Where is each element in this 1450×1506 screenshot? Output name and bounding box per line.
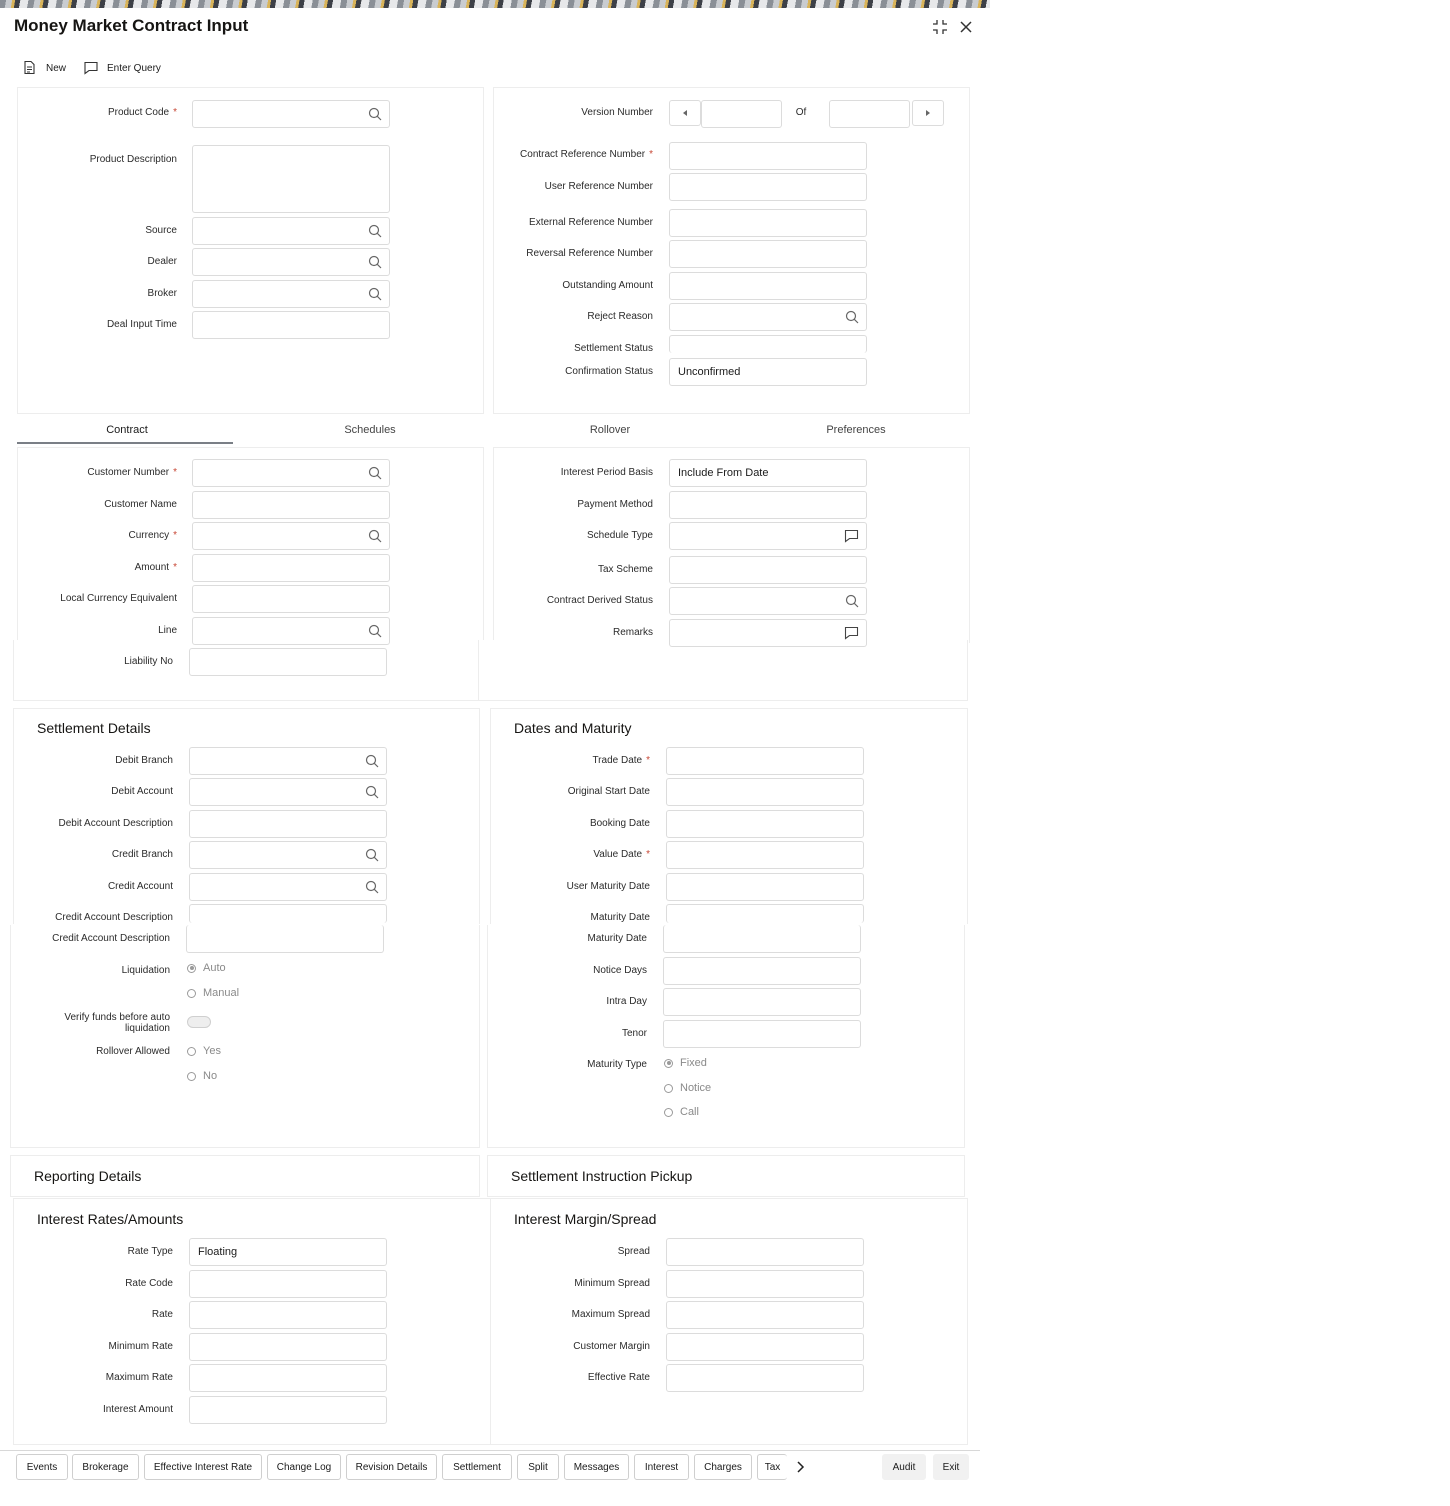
local-currency-equivalent-label: Local Currency Equivalent xyxy=(60,593,177,604)
settlement-details-lower-panel xyxy=(10,925,480,1148)
debit-account-label: Debit Account xyxy=(111,786,173,797)
search-icon[interactable] xyxy=(365,785,379,799)
trade-date-label: Trade Date * xyxy=(592,755,650,766)
tab-preferences[interactable]: Preferences xyxy=(826,424,886,436)
settlement-status-input[interactable] xyxy=(669,335,867,353)
minimum-spread-label: Minimum Spread xyxy=(574,1278,650,1289)
maturity-date-label: Maturity Date xyxy=(587,933,647,944)
source-label: Source xyxy=(145,225,177,236)
interest-rates-title: Interest Rates/Amounts xyxy=(37,1211,184,1227)
maximize-icon[interactable] xyxy=(931,18,951,38)
customer-name-input[interactable] xyxy=(192,491,390,519)
rate-type-select[interactable] xyxy=(189,1238,387,1266)
credit-account-description-label-cut: Credit Account Description xyxy=(55,912,173,923)
settlement-button[interactable]: Settlement xyxy=(442,1454,512,1480)
settlement-status-label: Settlement Status xyxy=(574,343,653,354)
split-button[interactable]: Split xyxy=(517,1454,559,1480)
dealer-label: Dealer xyxy=(147,256,177,267)
external-reference-number-label: External Reference Number xyxy=(529,217,653,228)
value-date-label: Value Date * xyxy=(593,849,650,860)
customer-margin-label: Customer Margin xyxy=(573,1341,650,1352)
remarks-input[interactable] xyxy=(669,619,867,647)
liquidation-auto-radio[interactable]: Auto xyxy=(187,962,226,974)
new-button[interactable] xyxy=(22,58,66,78)
booking-date-input[interactable] xyxy=(666,810,864,838)
contract-reference-number-input[interactable] xyxy=(669,142,867,170)
intra-day-input[interactable] xyxy=(663,988,861,1016)
liquidation-manual-radio[interactable]: Manual xyxy=(187,987,239,999)
rate-type-value: Floating xyxy=(198,1246,238,1258)
contract-reference-number-label: Contract Reference Number * xyxy=(520,149,653,160)
user-maturity-date-label: User Maturity Date xyxy=(566,881,650,892)
dates-maturity-title: Dates and Maturity xyxy=(514,720,632,736)
charges-button[interactable]: Charges xyxy=(694,1454,752,1480)
search-icon[interactable] xyxy=(365,880,379,894)
settlement-instruction-title: Settlement Instruction Pickup xyxy=(511,1168,693,1184)
line-label: Line xyxy=(158,625,177,636)
reject-reason-input[interactable] xyxy=(669,303,867,331)
radio-icon xyxy=(187,1047,196,1056)
remarks-label: Remarks xyxy=(612,627,653,638)
effective-rate-input[interactable] xyxy=(666,1364,864,1392)
contract-derived-status-input[interactable] xyxy=(669,587,867,615)
search-icon[interactable] xyxy=(368,255,382,269)
amount-input[interactable] xyxy=(192,554,390,582)
source-input[interactable] xyxy=(192,217,390,245)
tax-scheme-label: Tax Scheme xyxy=(597,564,653,575)
brokerage-button[interactable]: Brokerage xyxy=(72,1454,139,1480)
product-code-input[interactable] xyxy=(192,100,390,128)
liquidation-label: Liquidation xyxy=(121,965,170,976)
tab-rollover[interactable]: Rollover xyxy=(589,424,631,436)
debit-account-description-input[interactable] xyxy=(189,810,387,838)
customer-name-label: Customer Name xyxy=(104,499,177,510)
user-reference-number-label: User Reference Number xyxy=(544,181,653,192)
settlement-details-title: Settlement Details xyxy=(37,720,151,736)
close-icon[interactable] xyxy=(957,18,977,38)
product-description-textarea[interactable] xyxy=(192,145,390,213)
radio-icon xyxy=(187,1072,196,1081)
events-button[interactable]: Events xyxy=(16,1454,68,1480)
credit-account-label: Credit Account xyxy=(107,881,173,892)
comment-icon[interactable] xyxy=(844,529,859,543)
credit-account-description-input-cut[interactable] xyxy=(189,904,387,923)
minimum-spread-input[interactable] xyxy=(666,1270,864,1298)
payment-method-select[interactable] xyxy=(669,491,867,519)
customer-number-label: Customer Number * xyxy=(87,467,177,478)
rollover-yes-radio[interactable]: Yes xyxy=(187,1045,221,1057)
maturity-type-notice-radio[interactable]: Notice xyxy=(664,1082,711,1094)
version-number-input[interactable] xyxy=(701,100,782,128)
exit-button[interactable]: Exit xyxy=(933,1454,969,1480)
value-date-input[interactable] xyxy=(666,841,864,869)
local-currency-equivalent-input[interactable] xyxy=(192,585,390,613)
caret-left-icon xyxy=(681,109,689,117)
search-icon[interactable] xyxy=(368,624,382,638)
user-maturity-date-input[interactable] xyxy=(666,873,864,901)
broker-input[interactable] xyxy=(192,280,390,308)
window-banner xyxy=(0,0,990,8)
enter-query-button[interactable] xyxy=(83,58,161,78)
maximum-rate-input[interactable] xyxy=(189,1364,387,1392)
deal-input-time-label: Deal Input Time xyxy=(106,319,177,330)
booking-date-label: Booking Date xyxy=(589,818,650,829)
enter-query-label: Enter Query xyxy=(107,62,161,74)
tab-schedules[interactable]: Schedules xyxy=(344,424,396,436)
comment-icon xyxy=(83,60,99,76)
intra-day-label: Intra Day xyxy=(606,996,647,1007)
rate-code-input[interactable] xyxy=(189,1270,387,1298)
maturity-date-input-cut[interactable] xyxy=(666,904,864,923)
dealer-input[interactable] xyxy=(192,248,390,276)
total-versions-input[interactable] xyxy=(829,100,910,128)
reject-reason-label: Reject Reason xyxy=(587,311,653,322)
liability-no-input[interactable] xyxy=(189,648,387,676)
search-icon[interactable] xyxy=(368,466,382,480)
audit-button[interactable]: Audit xyxy=(882,1454,926,1480)
maturity-date-label-cut: Maturity Date xyxy=(590,912,650,923)
interest-amount-input[interactable] xyxy=(189,1396,387,1424)
interest-period-basis-label: Interest Period Basis xyxy=(560,467,653,478)
confirmation-status-value: Unconfirmed xyxy=(678,366,741,378)
minimum-rate-label: Minimum Rate xyxy=(108,1341,173,1352)
radio-icon xyxy=(664,1084,673,1093)
tab-contract-underline xyxy=(17,442,233,444)
rollover-allowed-label: Rollover Allowed xyxy=(96,1046,170,1057)
search-icon[interactable] xyxy=(368,107,382,121)
customer-margin-input[interactable] xyxy=(666,1333,864,1361)
search-icon[interactable] xyxy=(368,224,382,238)
product-code-label: Product Code * xyxy=(107,107,177,118)
liability-right-panel xyxy=(478,640,968,701)
contract-derived-status-label: Contract Derived Status xyxy=(546,595,653,606)
rollover-no-radio[interactable]: No xyxy=(187,1070,217,1082)
change-log-button[interactable]: Change Log xyxy=(267,1454,341,1480)
reporting-details-title: Reporting Details xyxy=(34,1168,142,1184)
maximum-spread-label: Maximum Spread xyxy=(571,1309,650,1320)
broker-label: Broker xyxy=(147,288,177,299)
caret-right-icon xyxy=(924,109,932,117)
notice-days-input[interactable] xyxy=(663,957,861,985)
interest-margin-title: Interest Margin/Spread xyxy=(514,1211,657,1227)
search-icon[interactable] xyxy=(365,754,379,768)
outstanding-amount-label: Outstanding Amount xyxy=(562,280,653,291)
radio-icon xyxy=(187,989,196,998)
original-start-date-input[interactable] xyxy=(666,778,864,806)
radio-selected-icon xyxy=(187,964,196,973)
currency-label: Currency * xyxy=(128,530,177,541)
maturity-type-call-radio[interactable]: Call xyxy=(664,1106,699,1118)
user-reference-number-input[interactable] xyxy=(669,173,867,201)
search-icon[interactable] xyxy=(845,594,859,608)
radio-selected-icon xyxy=(664,1059,673,1068)
search-icon[interactable] xyxy=(368,529,382,543)
confirmation-status-input[interactable] xyxy=(669,358,867,386)
rate-type-label: Rate Type xyxy=(127,1246,173,1257)
maturity-type-fixed-radio[interactable]: Fixed xyxy=(664,1057,707,1069)
product-description-label: Product Description xyxy=(89,154,177,165)
payment-method-label: Payment Method xyxy=(577,499,653,510)
interest-period-basis-value: Include From Date xyxy=(678,467,769,479)
new-label: New xyxy=(46,62,67,74)
debit-branch-label: Debit Branch xyxy=(115,755,173,766)
tab-contract[interactable]: Contract xyxy=(106,424,148,436)
external-reference-number-input[interactable] xyxy=(669,209,867,237)
rate-label: Rate xyxy=(151,1309,173,1320)
credit-branch-input[interactable] xyxy=(189,841,387,869)
debit-account-input[interactable] xyxy=(189,778,387,806)
liability-no-label: Liability No xyxy=(124,656,173,667)
interest-period-basis-select[interactable] xyxy=(669,459,867,487)
tenor-input[interactable] xyxy=(663,1020,861,1048)
verify-funds-label: Verify funds before auto liquidation xyxy=(64,1012,170,1034)
previous-version-button[interactable] xyxy=(669,100,701,126)
effective-rate-label: Effective Rate xyxy=(587,1372,650,1383)
new-document-icon xyxy=(22,60,38,76)
customer-number-input[interactable] xyxy=(192,459,390,487)
trade-date-input[interactable] xyxy=(666,747,864,775)
of-label: Of xyxy=(795,107,807,118)
maturity-type-label: Maturity Type xyxy=(587,1059,647,1070)
radio-icon xyxy=(664,1108,673,1117)
spread-input[interactable] xyxy=(666,1238,864,1266)
currency-input[interactable] xyxy=(192,522,390,550)
comment-icon[interactable] xyxy=(844,626,859,640)
amount-label: Amount * xyxy=(134,562,177,573)
maximum-rate-label: Maximum Rate xyxy=(105,1372,173,1383)
next-version-button[interactable] xyxy=(912,100,944,126)
confirmation-status-label: Confirmation Status xyxy=(565,366,653,377)
original-start-date-label: Original Start Date xyxy=(567,786,650,797)
chevron-right-icon[interactable] xyxy=(791,1458,809,1476)
revision-details-button[interactable]: Revision Details xyxy=(346,1454,437,1480)
window-title: Money Market Contract Input xyxy=(14,16,249,35)
deal-input-time-input[interactable] xyxy=(192,311,390,339)
verify-funds-toggle[interactable] xyxy=(187,1016,211,1028)
credit-account-description-input[interactable] xyxy=(186,925,384,953)
debit-branch-input[interactable] xyxy=(189,747,387,775)
effective-interest-rate-button[interactable]: Effective Interest Rate xyxy=(144,1454,262,1480)
credit-branch-label: Credit Branch xyxy=(111,849,173,860)
tax-button[interactable]: Tax xyxy=(757,1454,787,1480)
rate-code-label: Rate Code xyxy=(125,1278,173,1289)
bottom-bar-divider xyxy=(0,1450,980,1451)
minimum-rate-input[interactable] xyxy=(189,1333,387,1361)
maximum-spread-input[interactable] xyxy=(666,1301,864,1329)
reversal-reference-number-input[interactable] xyxy=(669,240,867,268)
outstanding-amount-input[interactable] xyxy=(669,272,867,300)
tax-scheme-input[interactable] xyxy=(669,556,867,584)
notice-days-label: Notice Days xyxy=(593,965,647,976)
credit-account-input[interactable] xyxy=(189,873,387,901)
tenor-label: Tenor xyxy=(621,1028,647,1039)
search-icon[interactable] xyxy=(368,287,382,301)
reversal-reference-number-label: Reversal Reference Number xyxy=(526,248,653,259)
line-input[interactable] xyxy=(192,617,390,645)
debit-account-description-label: Debit Account Description xyxy=(58,818,173,829)
schedule-type-label: Schedule Type xyxy=(587,530,653,541)
rate-input[interactable] xyxy=(189,1301,387,1329)
schedule-type-input[interactable] xyxy=(669,522,867,550)
maturity-date-input[interactable] xyxy=(663,925,861,953)
search-icon[interactable] xyxy=(845,310,859,324)
interest-amount-label: Interest Amount xyxy=(102,1404,173,1415)
credit-account-description-label: Credit Account Description xyxy=(52,933,170,944)
interest-button[interactable]: Interest xyxy=(634,1454,689,1480)
messages-button[interactable]: Messages xyxy=(564,1454,629,1480)
search-icon[interactable] xyxy=(365,848,379,862)
version-number-label: Version Number xyxy=(581,107,653,118)
spread-label: Spread xyxy=(617,1246,650,1257)
